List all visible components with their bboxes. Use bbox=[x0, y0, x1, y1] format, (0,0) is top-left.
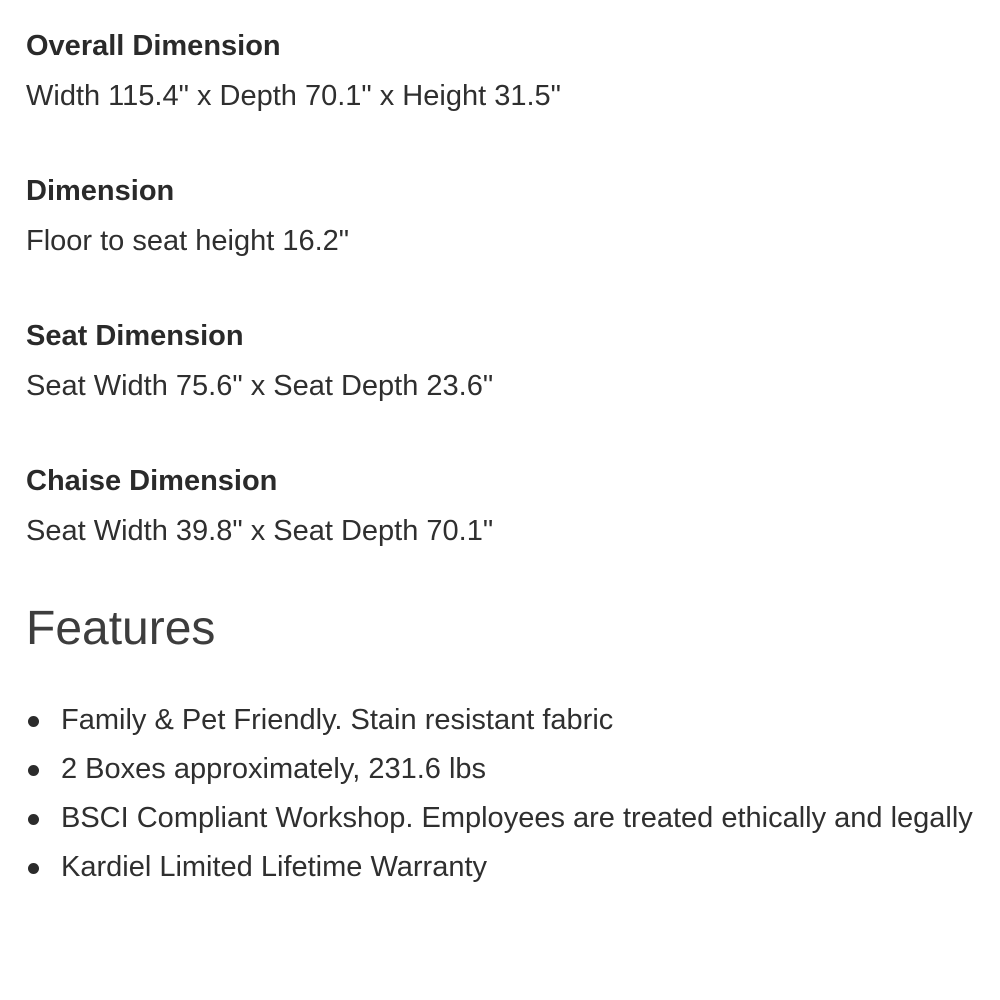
dimension-value: Floor to seat height 16.2" bbox=[26, 225, 350, 257]
feature-text: BSCI Compliant Workshop. Employees are treated ethically and legally bbox=[61, 802, 973, 834]
dimension-title: Dimension bbox=[26, 175, 175, 207]
bullet-icon bbox=[28, 716, 39, 727]
dimension-section bbox=[26, 173, 349, 259]
chaise-dimension-section bbox=[26, 463, 493, 549]
list-item bbox=[26, 696, 976, 745]
bullet-icon bbox=[28, 863, 39, 874]
features-list bbox=[26, 696, 976, 892]
list-item bbox=[26, 843, 976, 892]
list-item bbox=[26, 745, 976, 794]
chaise-dimension-title: Chaise Dimension bbox=[26, 465, 278, 497]
feature-text: Kardiel Limited Lifetime Warranty bbox=[61, 851, 488, 883]
overall-dimension-value: Width 115.4" x Depth 70.1" x Height 31.5" bbox=[26, 80, 561, 112]
overall-dimension-section bbox=[26, 28, 561, 114]
feature-text: 2 Boxes approximately, 231.6 lbs bbox=[61, 753, 487, 785]
bullet-icon bbox=[28, 814, 39, 825]
bullet-icon bbox=[28, 765, 39, 776]
chaise-dimension-value: Seat Width 39.8" x Seat Depth 70.1" bbox=[26, 515, 494, 547]
overall-dimension-title: Overall Dimension bbox=[26, 30, 281, 62]
seat-dimension-title: Seat Dimension bbox=[26, 320, 244, 352]
seat-dimension-section bbox=[26, 318, 493, 404]
seat-dimension-value: Seat Width 75.6" x Seat Depth 23.6" bbox=[26, 370, 494, 402]
feature-text: Family & Pet Friendly. Stain resistant fabric bbox=[61, 704, 614, 736]
list-item bbox=[26, 794, 976, 843]
features-heading: Features bbox=[26, 602, 216, 655]
